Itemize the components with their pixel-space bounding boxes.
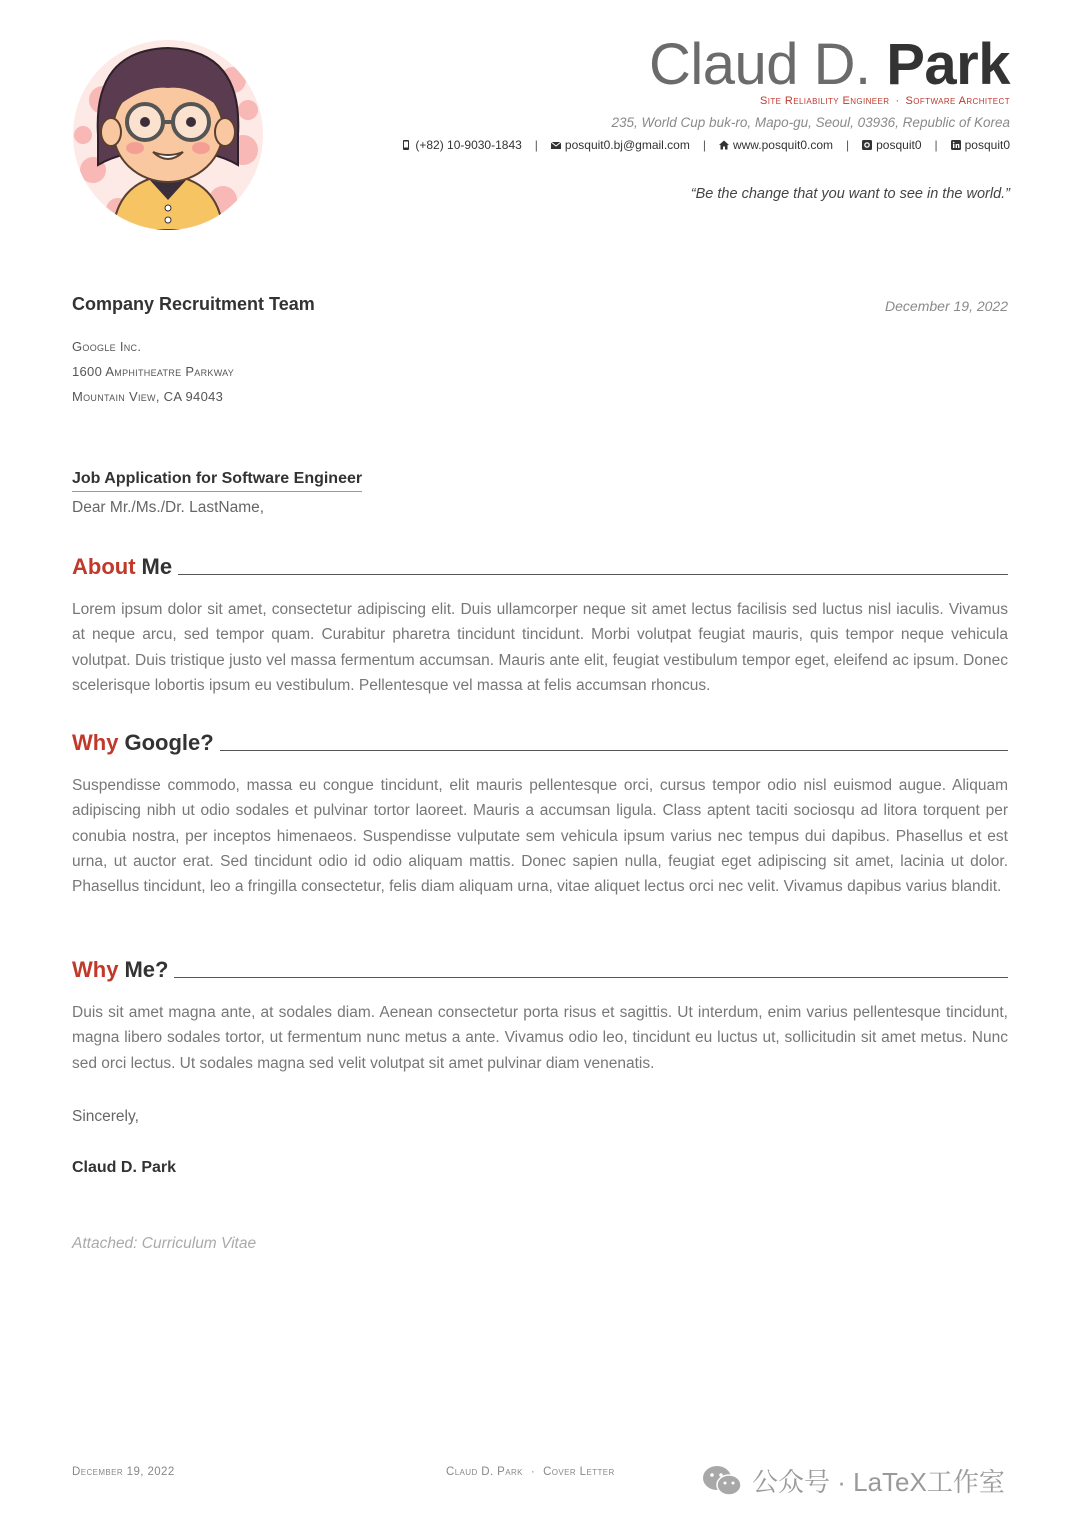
section-title-why-google (72, 726, 1008, 756)
section-rule (178, 574, 1008, 575)
github-icon (862, 140, 872, 150)
letter-salutation: Dear Mr./Ms./Dr. LastName, (72, 499, 265, 516)
watermark (702, 1462, 1005, 1499)
section-rule (220, 750, 1008, 751)
position-primary: Site Reliability Engineer (760, 95, 890, 107)
contact-divider: | (934, 138, 938, 152)
address-line: 235, World Cup buk-ro, Mapo-gu, Seoul, 03936, Republic of Korea (611, 115, 1010, 130)
first-name: Claud D. (648, 32, 871, 97)
envelope-icon (551, 140, 561, 150)
email-address: posquit0.bj@gmail.com (564, 138, 690, 152)
footer-separator: · (530, 1466, 536, 1478)
phone-contact[interactable] (401, 138, 521, 152)
email-contact[interactable] (551, 138, 690, 152)
section-body-why-google: Suspendisse commodo, massa eu congue tincidunt, elit mauris pellentesque orci, cursus tempor odio nisl euismod augue. Aliquam adipiscing nibh ut odio sodales et pulvinar tortor laoreet. Mauris a accumsan ligula. Class aptent taciti sociosqu ad litora torquent per conubia nostra, per inceptos himenaeos. Suspendisse vulputate sem vehicula ipsum varius nec tempus dui dapibus. Phasellus et est urna, ut auctor erat. Sed tincidunt odio id odio aliquam mattis. Donec sapien nulla, feugiat eget adipiscing sit amet, lacinia ut dolor. Phasellus tincidunt, leo a fringilla consectetur, felis diam aliquam urna, vitae aliquet lectus orci nec velit. Vivamus dapibus varius blandit. (72, 777, 1008, 896)
footer-doc-type: Cover Letter (543, 1466, 615, 1478)
contact-divider: | (702, 138, 706, 152)
section-body-why-me: Duis sit amet magna ante, at sodales diam. Aenean consectetur porta risus et sagittis. Ut interdum, enim varius pellentesque tincidunt, magna libero sodales tortor, ut fermentum nunc metus a ante. Vivamus odio leo, tincidunt eu luctus ut, sollicitudin sit amet metus. Nunc sed orci lectus. Ut sodales magna sed velit volutpat sit amet pulvinar diam venenatis. (72, 1004, 1008, 1072)
section-rule (174, 977, 1008, 978)
closing-text: Sincerely, (72, 1108, 139, 1125)
attachment-note: Attached: Curriculum Vitae (72, 1235, 257, 1252)
linkedin-handle: posquit0 (964, 138, 1010, 152)
last-name: Park (886, 32, 1010, 97)
applicant-name (649, 30, 1010, 100)
linkedin-contact[interactable] (951, 138, 1010, 152)
homepage-contact[interactable] (719, 138, 833, 152)
letter-subject: Job Application for Software Engineer (72, 470, 362, 492)
recipient-street: 1600 Amphitheatre Parkway (72, 364, 235, 379)
letter-date: December 19, 2022 (885, 298, 1008, 314)
section-title-about-me (72, 550, 1008, 580)
position-line (760, 95, 1010, 107)
signer-name: Claud D. Park (72, 1159, 177, 1176)
recipient-city: Mountain View, CA 94043 (72, 389, 224, 404)
recipient-company: Google Inc. (72, 339, 142, 354)
section-title-rest: Me? (124, 957, 169, 982)
phone-number: (+82) 10-9030-1843 (415, 138, 522, 152)
section-title-accent: About (72, 554, 136, 579)
github-handle: posquit0 (876, 138, 922, 152)
footer-title (446, 1466, 615, 1478)
recipient-name: Company Recruitment Team (72, 294, 315, 314)
section-body-about-me: Lorem ipsum dolor sit amet, consectetur adipiscing elit. Duis ullamcorper neque sit amet lectus facilisis sed luctus nisl iaculis. Vivamus at neque arcu, sed tempor quam. Curabitur pharetra tincidunt tincidunt. Morbi volutpat feugiat mauris, quis tempor neque vehicula volutpat. Duis tristique justo vel massa fermentum accumsan. Mauris ante elit, feugiat vestibulum tempor eget, eleifend ac ipsum. Donec scelerisque lobortis ipsum eu vestibulum. Pellentesque vel massa at felis accumsan rhoncus. (72, 601, 1008, 694)
contact-divider: | (534, 138, 538, 152)
footer-date: December 19, 2022 (72, 1466, 175, 1478)
section-title-rest: Google? (124, 730, 214, 755)
footer-name: Claud D. Park (446, 1466, 523, 1478)
contact-bar (401, 138, 1010, 152)
position-secondary: Software Architect (905, 95, 1010, 107)
watermark-text: 公众号 · LaTeX工作室 (752, 1467, 1005, 1497)
profile-photo (73, 40, 263, 230)
wechat-icon (702, 1464, 742, 1498)
section-title-rest: Me (141, 554, 173, 579)
mobile-phone-icon (401, 140, 411, 150)
header-quote: “Be the change that you want to see in the world.” (690, 186, 1010, 202)
recipient-address (72, 334, 234, 409)
home-icon (719, 140, 729, 150)
position-separator: · (895, 95, 900, 107)
github-contact[interactable] (862, 138, 921, 152)
section-title-accent: Why (72, 957, 119, 982)
linkedin-icon (951, 140, 961, 150)
section-title-why-me (72, 953, 1008, 983)
contact-divider: | (846, 138, 850, 152)
section-title-accent: Why (72, 730, 119, 755)
homepage-url: www.posquit0.com (732, 138, 833, 152)
